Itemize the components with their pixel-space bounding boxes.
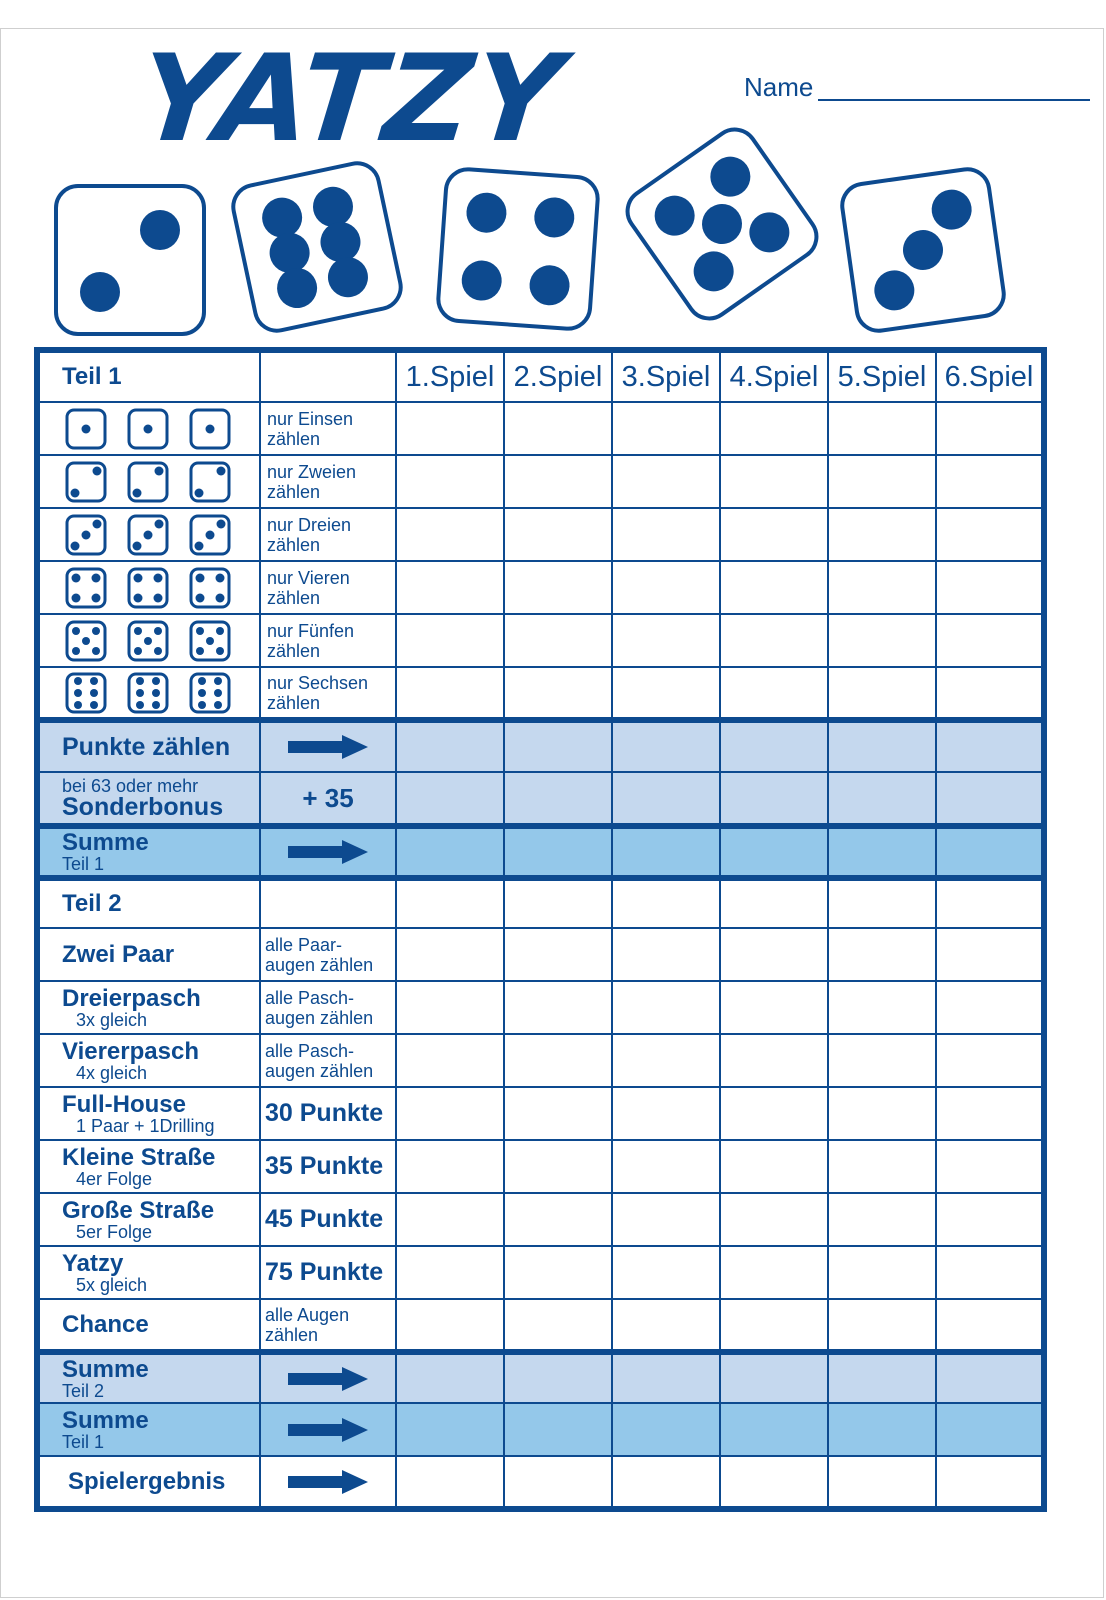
teil1-row (37, 402, 1044, 455)
rule-text: nur Sechsen (267, 672, 369, 693)
teil2-row (37, 1140, 1044, 1193)
page-title: YATZY (132, 30, 570, 169)
rule-text: nur Vieren (267, 567, 350, 588)
dice-group (40, 671, 259, 715)
die-icon (188, 460, 232, 504)
dice-group (40, 513, 259, 557)
score-cell[interactable] (936, 1456, 1044, 1509)
ergebnis-label-cell (37, 1456, 260, 1509)
rule-text: nur Dreien (267, 514, 352, 535)
score-cell[interactable] (396, 878, 504, 928)
col-header: 5.Spiel (828, 350, 936, 402)
score-cell[interactable] (936, 508, 1044, 561)
dice-group (40, 460, 259, 504)
summe2-row (37, 1352, 1044, 1403)
score-cell[interactable] (396, 1352, 504, 1403)
category-cell (37, 1140, 260, 1193)
die-icon (64, 460, 108, 504)
score-cell[interactable] (828, 1193, 936, 1246)
summe2-label-cell (37, 1352, 260, 1403)
score-cell[interactable] (504, 878, 612, 928)
bonus-small: bei 63 oder mehr (62, 776, 199, 796)
score-cell[interactable] (828, 455, 936, 508)
die-icon (229, 159, 405, 335)
summe1b-label: Summe (62, 1406, 149, 1434)
score-cell[interactable] (936, 1246, 1044, 1299)
arrow-right-icon (288, 840, 368, 864)
teil1-row (37, 561, 1044, 614)
summe1-row (37, 826, 1044, 878)
score-cell[interactable] (936, 455, 1044, 508)
teil2-rows (37, 928, 1044, 1352)
score-cell[interactable] (612, 402, 720, 455)
die-icon (188, 671, 232, 715)
score-cell[interactable] (936, 561, 1044, 614)
die-icon (64, 407, 108, 451)
rule-text: nur Zweien (267, 461, 357, 482)
score-cell[interactable] (720, 1299, 828, 1352)
rule-text: alle Pasch- (265, 1040, 355, 1061)
score-cell[interactable] (828, 826, 936, 878)
score-cell[interactable] (612, 1034, 720, 1087)
rule-cell (260, 508, 396, 561)
score-cell[interactable] (504, 1456, 612, 1509)
punkte-label: Punkte zählen (62, 733, 231, 761)
score-cell[interactable] (828, 928, 936, 981)
category-cell (37, 1193, 260, 1246)
score-cell[interactable] (720, 772, 828, 826)
summe2-sub: Teil 2 (62, 1380, 105, 1401)
score-cell[interactable] (396, 826, 504, 878)
score-cell[interactable] (828, 1246, 936, 1299)
teil2-header-row (37, 878, 1044, 928)
category-cell (37, 1034, 260, 1087)
score-cell[interactable] (936, 667, 1044, 720)
blank-cell (260, 878, 396, 928)
points-value: 35 Punkte (265, 1152, 384, 1180)
score-cell[interactable] (720, 402, 828, 455)
score-cell[interactable] (720, 1456, 828, 1509)
rule-cell (260, 402, 396, 455)
score-cell[interactable] (720, 614, 828, 667)
category-cell (37, 981, 260, 1034)
score-cell[interactable] (828, 614, 936, 667)
arrow-right-icon (288, 1470, 368, 1494)
score-cell[interactable] (720, 826, 828, 878)
score-cell[interactable] (504, 667, 612, 720)
summe1-label: Summe (62, 829, 149, 856)
score-cell[interactable] (828, 720, 936, 772)
die-icon (126, 513, 170, 557)
col-header: 4.Spiel (720, 350, 828, 402)
teil2-row (37, 1087, 1044, 1140)
score-cell[interactable] (396, 1193, 504, 1246)
score-cell[interactable] (396, 1456, 504, 1509)
score-cell[interactable] (612, 1246, 720, 1299)
score-cell[interactable] (396, 1403, 504, 1456)
category-sub: 5x gleich (76, 1274, 148, 1295)
teil2-row (37, 1246, 1044, 1299)
dice-group (40, 619, 259, 663)
bonus-row (37, 772, 1044, 826)
score-cell[interactable] (396, 508, 504, 561)
score-cell[interactable] (936, 1352, 1044, 1403)
score-cell[interactable] (612, 981, 720, 1034)
rule-text: alle Pasch- (265, 987, 355, 1008)
punkte-row (37, 720, 1044, 772)
score-cell[interactable] (828, 1403, 936, 1456)
die-icon (56, 186, 204, 334)
score-cell[interactable] (396, 1140, 504, 1193)
rule-text: zählen (267, 640, 321, 661)
ergebnis-row (37, 1456, 1044, 1509)
die-icon (839, 166, 1006, 333)
category-sub: 5er Folge (76, 1221, 153, 1242)
score-cell[interactable] (612, 1193, 720, 1246)
header-row (37, 350, 1044, 402)
teil1-row (37, 614, 1044, 667)
arrow-cell (260, 1352, 396, 1403)
score-cell[interactable] (612, 878, 720, 928)
arrow-right-icon (288, 1367, 368, 1391)
score-cell[interactable] (504, 1352, 612, 1403)
rule-cell (260, 928, 396, 981)
score-cell[interactable] (720, 1246, 828, 1299)
teil1-title: Teil 1 (62, 363, 122, 390)
score-cell[interactable] (936, 1034, 1044, 1087)
score-cell[interactable] (720, 878, 828, 928)
die-icon (188, 619, 232, 663)
rule-cell (260, 1193, 396, 1246)
score-cell[interactable] (612, 508, 720, 561)
score-cell[interactable] (612, 1087, 720, 1140)
score-cell[interactable] (612, 1352, 720, 1403)
teil2-row (37, 1299, 1044, 1352)
teil1-row (37, 455, 1044, 508)
rule-cell (260, 981, 396, 1034)
score-cell[interactable] (720, 455, 828, 508)
score-cell[interactable] (612, 1456, 720, 1509)
header-dice (0, 0, 1106, 345)
teil1-row (37, 667, 1044, 720)
score-cell[interactable] (504, 1034, 612, 1087)
category-name: Viererpasch (62, 1037, 199, 1065)
category-sub: 4er Folge (76, 1168, 153, 1189)
rule-cell (260, 1034, 396, 1087)
die-icon (126, 460, 170, 504)
points-value: 75 Punkte (265, 1258, 384, 1286)
score-cell[interactable] (396, 402, 504, 455)
score-cell[interactable] (396, 614, 504, 667)
die-icon (188, 407, 232, 451)
col-header: 1.Spiel (396, 350, 504, 402)
teil2-row (37, 981, 1044, 1034)
score-cell[interactable] (936, 772, 1044, 826)
category-cell (37, 1087, 260, 1140)
score-cell[interactable] (396, 720, 504, 772)
teil2-row (37, 1034, 1044, 1087)
score-cell[interactable] (396, 1087, 504, 1140)
bonus-label-cell (37, 772, 260, 826)
category-name: Große Straße (62, 1196, 215, 1224)
score-cell[interactable] (612, 614, 720, 667)
bonus-value-cell (260, 772, 396, 826)
score-cell[interactable] (720, 667, 828, 720)
score-cell[interactable] (720, 981, 828, 1034)
score-cell[interactable] (828, 402, 936, 455)
score-cell[interactable] (828, 1140, 936, 1193)
rule-cell (260, 667, 396, 720)
teil2-row (37, 1193, 1044, 1246)
dice-cell (37, 402, 260, 455)
die-icon (126, 407, 170, 451)
teil1-rows (37, 402, 1044, 720)
dice-group (40, 566, 259, 610)
score-cell[interactable] (396, 1034, 504, 1087)
score-cell[interactable] (828, 1087, 936, 1140)
score-table (34, 347, 1047, 1512)
score-cell[interactable] (936, 878, 1044, 928)
score-cell[interactable] (828, 508, 936, 561)
arrow-right-icon (288, 1418, 368, 1442)
arrow-cell (260, 720, 396, 772)
summe1-label-cell (37, 826, 260, 878)
score-cell[interactable] (612, 561, 720, 614)
score-cell[interactable] (936, 826, 1044, 878)
score-cell[interactable] (828, 561, 936, 614)
score-cell[interactable] (936, 614, 1044, 667)
summe1b-row (37, 1403, 1044, 1456)
score-cell[interactable] (396, 1299, 504, 1352)
rule-text: augen zählen (265, 954, 374, 975)
score-cell[interactable] (612, 720, 720, 772)
category-name: Kleine Straße (62, 1143, 216, 1171)
arrow-cell (260, 1456, 396, 1509)
rule-cell (260, 455, 396, 508)
die-icon (188, 513, 232, 557)
teil2-title: Teil 2 (62, 890, 122, 917)
score-cell[interactable] (612, 667, 720, 720)
score-cell[interactable] (828, 1034, 936, 1087)
bonus-big: Sonderbonus (62, 793, 224, 821)
score-cell[interactable] (396, 772, 504, 826)
summe1b-sub: Teil 1 (62, 1431, 105, 1452)
rule-cell (260, 1246, 396, 1299)
die-icon (437, 168, 599, 330)
die-icon (126, 566, 170, 610)
score-cell[interactable] (936, 1087, 1044, 1140)
score-cell[interactable] (504, 826, 612, 878)
score-cell[interactable] (936, 928, 1044, 981)
rule-text: zählen (265, 1324, 319, 1345)
score-cell[interactable] (936, 720, 1044, 772)
rule-text: zählen (267, 428, 321, 449)
score-cell[interactable] (504, 1087, 612, 1140)
category-cell (37, 1246, 260, 1299)
category-cell (37, 1299, 260, 1352)
score-cell[interactable] (504, 508, 612, 561)
summe1b-label-cell (37, 1403, 260, 1456)
score-cell[interactable] (720, 1034, 828, 1087)
rule-text: augen zählen (265, 1060, 374, 1081)
rule-text: zählen (267, 534, 321, 555)
dice-cell (37, 667, 260, 720)
arrow-right-icon (288, 735, 368, 759)
score-cell[interactable] (720, 561, 828, 614)
score-cell[interactable] (936, 1140, 1044, 1193)
score-cell[interactable] (720, 1403, 828, 1456)
points-value: 30 Punkte (265, 1099, 384, 1127)
score-cell[interactable] (504, 1246, 612, 1299)
score-cell[interactable] (504, 720, 612, 772)
score-cell[interactable] (612, 1299, 720, 1352)
dice-cell (37, 455, 260, 508)
score-cell[interactable] (828, 1456, 936, 1509)
score-cell[interactable] (720, 928, 828, 981)
score-cell[interactable] (828, 1352, 936, 1403)
teil1-header (37, 350, 260, 402)
rule-text: zählen (267, 481, 321, 502)
ergebnis-label: Spielergebnis (68, 1467, 226, 1495)
score-cell[interactable] (612, 826, 720, 878)
category-name: Chance (62, 1310, 149, 1338)
score-cell[interactable] (396, 561, 504, 614)
rule-text: nur Fünfen (267, 620, 355, 641)
score-cell[interactable] (720, 1087, 828, 1140)
category-name: Dreierpasch (62, 984, 201, 1012)
score-cell[interactable] (936, 1299, 1044, 1352)
dice-cell (37, 508, 260, 561)
rule-text: zählen (267, 587, 321, 608)
score-cell[interactable] (504, 1403, 612, 1456)
score-cell[interactable] (504, 614, 612, 667)
die-icon (126, 671, 170, 715)
punkte-label-cell (37, 720, 260, 772)
score-cell[interactable] (612, 1403, 720, 1456)
teil2-row (37, 928, 1044, 981)
bonus-value: + 35 (302, 782, 354, 813)
score-cell[interactable] (504, 1299, 612, 1352)
rule-cell (260, 1299, 396, 1352)
col-header: 2.Spiel (504, 350, 612, 402)
name-label: Name (744, 72, 814, 102)
score-cell[interactable] (396, 928, 504, 981)
score-cell[interactable] (828, 667, 936, 720)
score-cell[interactable] (828, 1299, 936, 1352)
arrow-cell (260, 1403, 396, 1456)
rule-cell (260, 1087, 396, 1140)
dice-cell (37, 614, 260, 667)
teil1-row (37, 508, 1044, 561)
teil2-header (37, 878, 260, 928)
score-cell[interactable] (936, 1403, 1044, 1456)
summe1-sub: Teil 1 (62, 854, 105, 874)
score-cell[interactable] (504, 455, 612, 508)
score-cell[interactable] (396, 667, 504, 720)
score-cell[interactable] (504, 928, 612, 981)
score-cell[interactable] (720, 1193, 828, 1246)
arrow-cell (260, 826, 396, 878)
category-name: Zwei Paar (62, 940, 175, 968)
score-cell[interactable] (396, 1246, 504, 1299)
score-cell[interactable] (504, 561, 612, 614)
score-cell[interactable] (936, 1193, 1044, 1246)
blank-cell (260, 350, 396, 402)
points-value: 45 Punkte (265, 1205, 384, 1233)
category-sub: 4x gleich (76, 1062, 148, 1083)
score-cell[interactable] (504, 1193, 612, 1246)
die-icon (64, 566, 108, 610)
dice-cell (37, 561, 260, 614)
score-cell[interactable] (720, 1140, 828, 1193)
rule-text: nur Einsen (267, 408, 354, 429)
score-cell[interactable] (504, 772, 612, 826)
score-cell[interactable] (612, 928, 720, 981)
score-cell[interactable] (504, 981, 612, 1034)
rule-text: alle Augen (265, 1304, 350, 1325)
die-icon (64, 671, 108, 715)
rule-text: zählen (267, 692, 321, 713)
score-cell[interactable] (828, 981, 936, 1034)
category-cell (37, 928, 260, 981)
category-name: Yatzy (62, 1249, 124, 1277)
rule-cell (260, 561, 396, 614)
rule-cell (260, 1140, 396, 1193)
rule-cell (260, 614, 396, 667)
die-icon (126, 619, 170, 663)
die-icon (619, 121, 825, 327)
rule-text: augen zählen (265, 1007, 374, 1028)
col-header: 6.Spiel (936, 350, 1044, 402)
score-cell[interactable] (612, 1140, 720, 1193)
score-cell[interactable] (720, 720, 828, 772)
die-icon (188, 566, 232, 610)
dice-group (40, 407, 259, 451)
score-cell[interactable] (828, 772, 936, 826)
category-sub: 1 Paar + 1Drilling (76, 1115, 215, 1136)
die-icon (64, 619, 108, 663)
category-name: Full-House (62, 1090, 186, 1118)
score-cell[interactable] (396, 981, 504, 1034)
score-cell[interactable] (720, 1352, 828, 1403)
score-cell[interactable] (936, 402, 1044, 455)
score-cell[interactable] (396, 455, 504, 508)
category-sub: 3x gleich (76, 1009, 148, 1030)
score-cell[interactable] (612, 772, 720, 826)
score-cell[interactable] (828, 878, 936, 928)
col-header: 3.Spiel (612, 350, 720, 402)
score-cell[interactable] (720, 508, 828, 561)
score-cell[interactable] (612, 455, 720, 508)
score-cell[interactable] (504, 402, 612, 455)
score-cell[interactable] (936, 981, 1044, 1034)
score-cell[interactable] (504, 1140, 612, 1193)
summe2-label: Summe (62, 1355, 149, 1383)
die-icon (64, 513, 108, 557)
rule-text: alle Paar- (265, 934, 343, 955)
